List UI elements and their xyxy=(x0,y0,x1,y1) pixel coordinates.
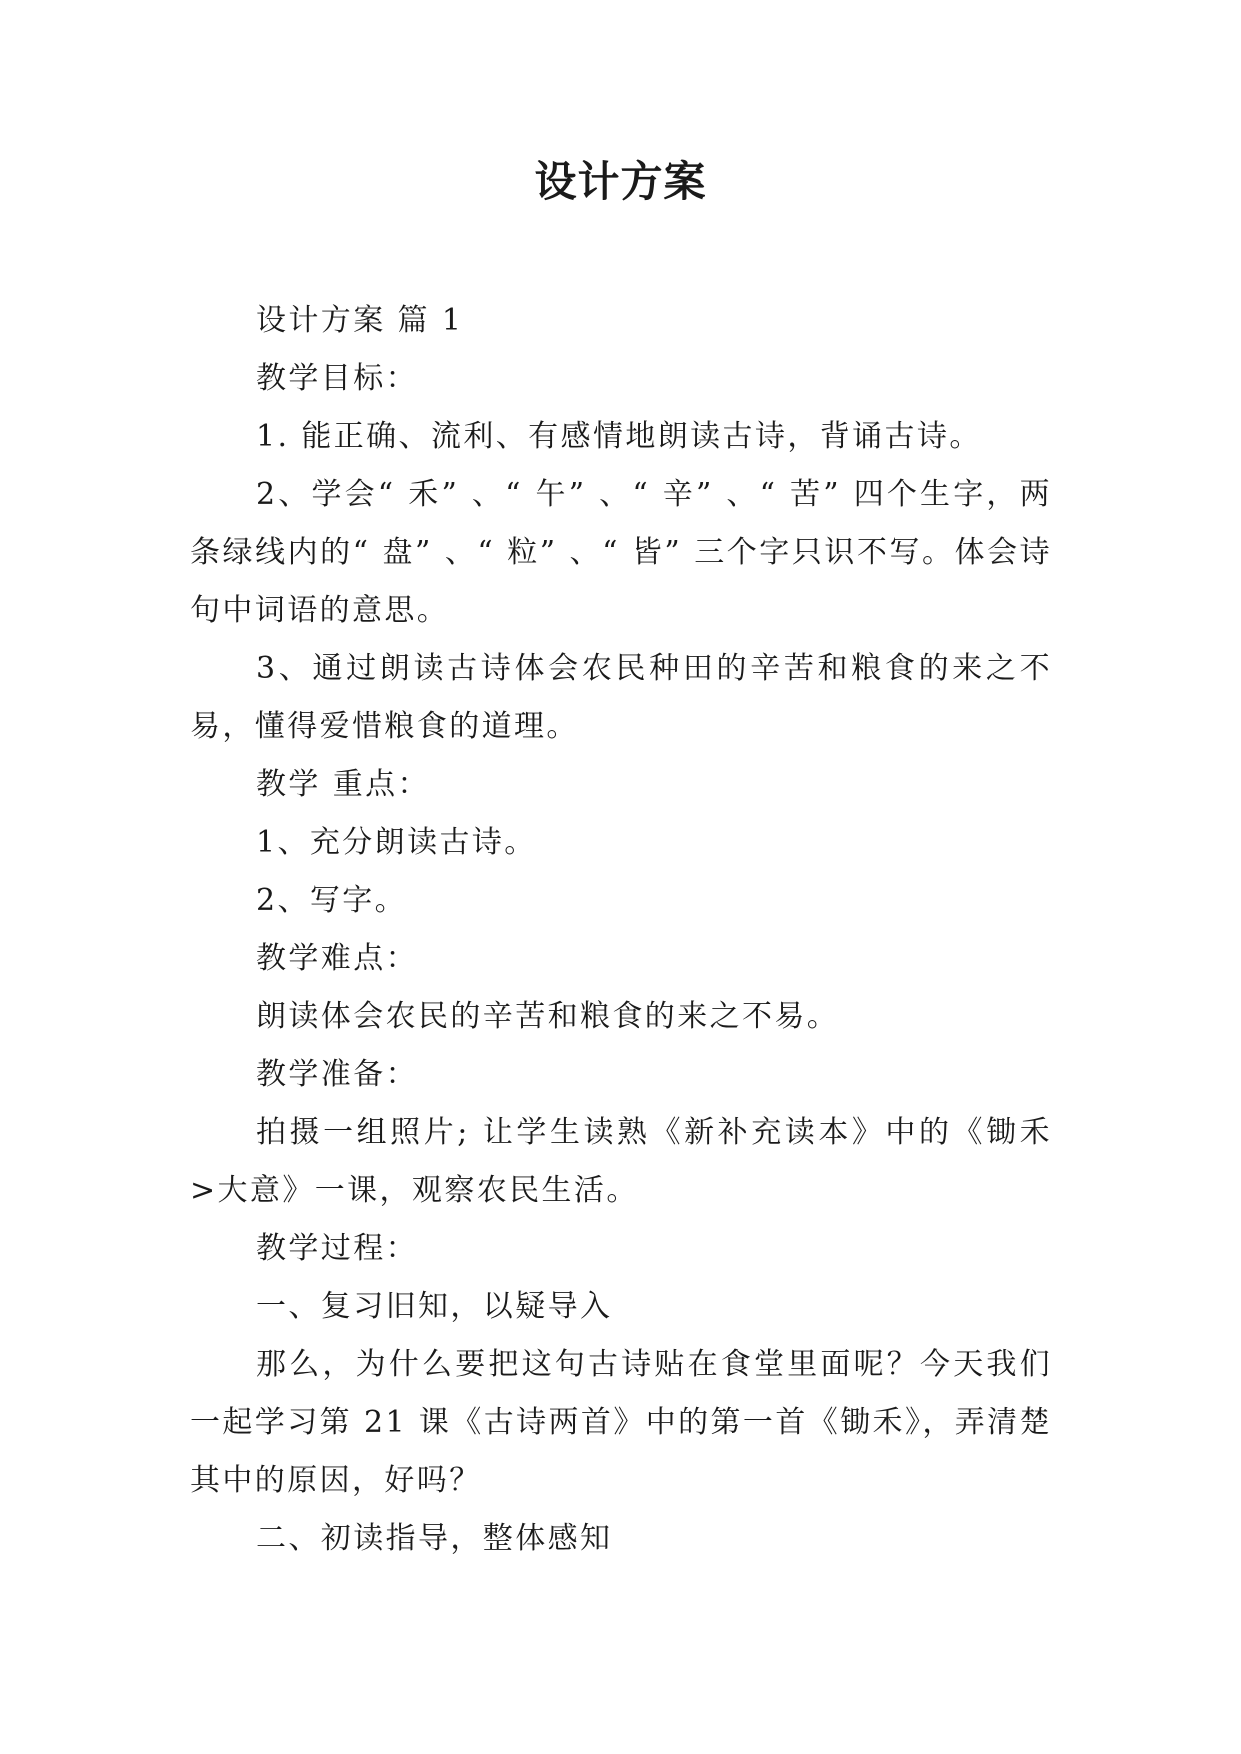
document-title: 设计方案 xyxy=(534,157,707,206)
paragraph-section-heading: 设计方案 篇 1 xyxy=(256,303,464,338)
paragraph-key-point-2: 2、写字。 xyxy=(256,883,408,918)
paragraph-preparation-heading: 教学准备： xyxy=(256,1057,418,1092)
paragraph-preparation: 拍摄一组照片; 让学生读熟《新补充读本》中的《锄禾>大意》一课，观察农民生活。 xyxy=(190,1115,1052,1208)
paragraph-difficulties-heading: 教学难点： xyxy=(256,941,418,976)
paragraph-objective-2: 2、学会“ 禾” 、“ 午” 、“ 辛” 、“ 苦” 四个生字，两条绿线内的“ 盘” 、“ 粒” 、“ 皆” 三个字只识不写。体会诗句中词语的意思。 xyxy=(190,477,1053,628)
paragraph-difficulty: 朗读体会农民的辛苦和粮食的来之不易。 xyxy=(256,999,840,1034)
paragraph-key-points-heading: 教学 重点： xyxy=(256,767,430,802)
paragraph-step-1-heading: 一、复习旧知，以疑导入 xyxy=(256,1289,613,1324)
paragraph-objective-1: 1. 能正确、流利、有感情地朗读古诗，背诵古诗。 xyxy=(256,419,982,454)
paragraph-step-2-heading: 二、初读指导，整体感知 xyxy=(256,1521,613,1556)
paragraph-step-1-content: 那么，为什么要把这句古诗贴在食堂里面呢？今天我们一起学习第 21 课《古诗两首》中的第一首《锄禾》，弄清楚其中的原因，好吗？ xyxy=(190,1347,1052,1498)
paragraph-objective-3: 3、通过朗读古诗体会农民种田的辛苦和粮食的来之不易，懂得爱惜粮食的道理。 xyxy=(190,651,1052,744)
paragraph-process-heading: 教学过程： xyxy=(256,1231,418,1266)
document-body xyxy=(190,292,1052,1568)
paragraph-key-point-1: 1、充分朗读古诗。 xyxy=(256,825,537,860)
paragraph-objectives-heading: 教学目标： xyxy=(256,361,418,396)
